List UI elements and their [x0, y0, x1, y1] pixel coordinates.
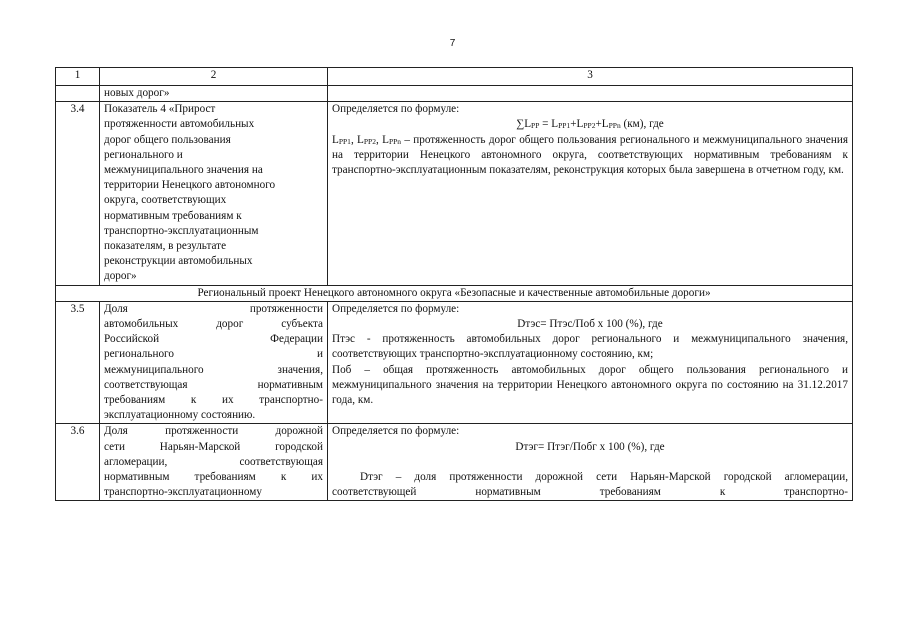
name-line: дорог общего пользования: [104, 133, 231, 146]
formula-intro: Определяется по формуле:: [332, 302, 460, 315]
table-header-row: [56, 68, 853, 86]
name-line: Доля протяженности: [104, 302, 323, 315]
name-line: показателям, в результате: [104, 240, 227, 253]
name-line: межмуниципального значения,: [104, 363, 323, 376]
name-line: соответствующая нормативным: [104, 378, 323, 391]
page-number: 7: [449, 38, 456, 49]
name-line: транспортно-эксплуатационным: [104, 224, 259, 237]
row-number: 3.5: [56, 301, 100, 424]
name-line: автомобильных дорог субъекта: [104, 318, 323, 331]
formula-definition: Поб – общая протяженность автомобильных дорог общего пользования регионального и межмуниципального значения на территории Ненецкого автономного округа по состоянию на 31.12.2017 года, км.: [332, 363, 848, 407]
formula-intro: Определяется по формуле:: [332, 425, 460, 438]
indicator-name: [100, 102, 328, 285]
indicator-name: [100, 301, 328, 424]
header-cell-2: 2: [100, 68, 328, 86]
name-line: нормативным требованиям к: [104, 209, 242, 222]
name-line: регионального и: [104, 348, 323, 361]
calculation-method: [328, 102, 853, 285]
name-line: реконструкции автомобильных: [104, 255, 253, 268]
name-line: эксплуатационному состоянию.: [104, 409, 256, 422]
formula-definition: Dтэг – доля протяженности дорожной сети Нарьян-Марской городской агломерации, соответствующей нормативным требованиям к транспортно-: [332, 470, 848, 499]
formula: Dтэс= Птэс/Поб x 100 (%), где: [517, 318, 663, 331]
row-number: 3.4: [56, 102, 100, 285]
name-line: Доля протяженности дорожной: [104, 425, 323, 438]
name-line: округа, соответствующих: [104, 194, 227, 207]
header-cell-1: 1: [56, 68, 100, 86]
indicators-table: [55, 67, 853, 501]
table-row-3-5: [56, 301, 853, 424]
row-number: [56, 86, 100, 102]
formula-definition: $L_{РР1}$, $L_{РР2}$, $L_{РРn}$ – протяженность дорог общего пользования регионального и межмуниципального значения на территории Ненецкого автономного округа, соответствующих нормативным требованиям к транспортно-эксплуатационным показателям, реконструкция которых была завершена в отчетном году, км.: [332, 133, 848, 177]
table-row-continuation: [56, 86, 853, 102]
name-line: регионального и: [104, 148, 183, 161]
name-line: транспортно-эксплуатационному: [104, 486, 262, 499]
name-line: сети Нарьян-Марской городской: [104, 440, 323, 453]
section-title-row: [56, 285, 853, 301]
table-row-3-4: [56, 102, 853, 285]
indicator-name: [100, 424, 328, 501]
name-line: Российской Федерации: [104, 333, 323, 346]
calculation-method: [328, 424, 853, 501]
name-line: нормативным требованиям к их: [104, 471, 323, 484]
name-line: агломерации, соответствующая: [104, 455, 323, 468]
formula-intro: Определяется по формуле:: [332, 103, 460, 116]
name-line: требованиям к их транспортно-: [104, 394, 323, 407]
formula: $\sum L_{РР} = L_{РР1}+L_{РР2}+L_{РРn}$ (км), где: [516, 118, 664, 131]
calculation-method: [328, 86, 853, 102]
row-number: 3.6: [56, 424, 100, 501]
name-line: Показатель 4 «Прирост: [104, 103, 216, 116]
section-title: Региональный проект Ненецкого автономного округа «Безопасные и качественные автомобильные дороги»: [56, 285, 853, 301]
name-line: протяженности автомобильных: [104, 118, 255, 131]
formula-definition: Птэс - протяженность автомобильных дорог регионального и межмуниципального значения, соответствующих транспортно-эксплуатационному состоянию, км;: [332, 333, 848, 361]
indicator-name: новых дорог»: [100, 86, 328, 102]
table-row-3-6: [56, 424, 853, 501]
calculation-method: [328, 301, 853, 424]
name-line: межмуниципального значения на: [104, 164, 263, 177]
formula: Dтэг= Птэг/Побг x 100 (%), где: [515, 440, 665, 453]
name-line: дорог»: [104, 270, 137, 283]
name-line: территории Ненецкого автономного: [104, 179, 276, 192]
header-cell-3: 3: [328, 68, 853, 86]
